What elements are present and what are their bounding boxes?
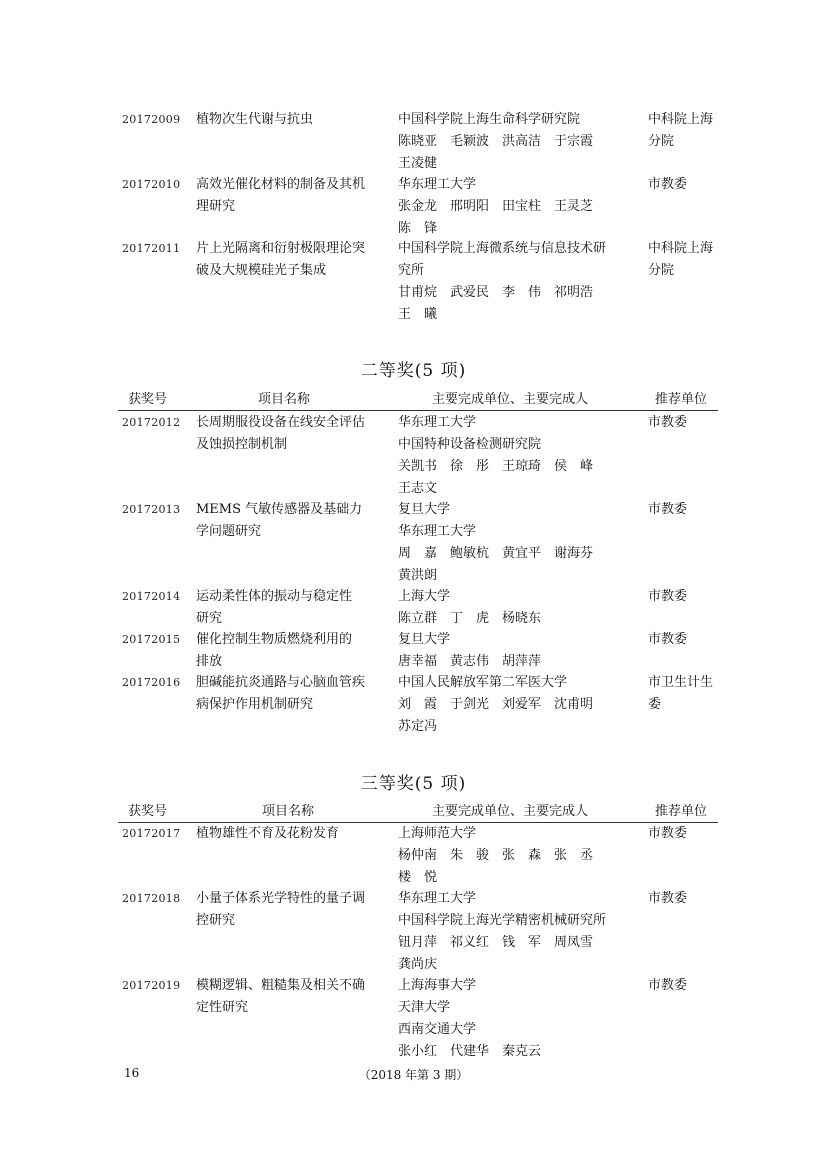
award-number: 20172012 — [122, 416, 181, 429]
recommender: 中科院上海 — [648, 241, 714, 256]
org-line: 上海海事大学 — [398, 978, 477, 993]
project-name: 研究 — [196, 611, 223, 626]
award-number: 20172009 — [122, 113, 181, 126]
issue-label: （2018 年第 3 期） — [358, 1068, 469, 1082]
org-line: 陈 锋 — [398, 221, 438, 236]
header-project-name: 项目名称 — [262, 804, 315, 819]
org-line: 关凯书 徐 彤 王琼琦 侯 峰 — [398, 459, 594, 474]
project-name: MEMS 气敏传感器及基础力 — [196, 502, 363, 517]
header-recommender: 推荐单位 — [655, 392, 708, 407]
org-line: 究所 — [398, 263, 425, 278]
recommender: 中科院上海 — [648, 112, 714, 127]
project-name: 小量子体系光学特性的量子调 — [196, 891, 366, 906]
header-org: 主要完成单位、主要完成人 — [432, 392, 589, 407]
page-number: 16 — [124, 1066, 140, 1080]
project-name: 胆碱能抗炎通路与心脑血管疾 — [196, 675, 366, 690]
project-name: 植物次生代谢与抗虫 — [196, 112, 314, 127]
org-line: 上海师范大学 — [398, 826, 477, 841]
recommender: 市教委 — [648, 632, 688, 647]
org-line: 西南交通大学 — [398, 1022, 477, 1037]
recommender: 市教委 — [648, 415, 688, 430]
header-org: 主要完成单位、主要完成人 — [432, 804, 589, 819]
org-line: 黄洪朗 — [398, 568, 438, 583]
org-line: 钮月萍 祁义红 钱 军 周凤雪 — [398, 935, 594, 950]
org-line: 刘 霞 于剑光 刘爱军 沈甫明 — [398, 697, 594, 712]
org-line: 华东理工大学 — [398, 177, 477, 192]
award-number: 20172013 — [122, 503, 181, 516]
org-line: 陈晓亚 毛颖波 洪高洁 于宗霞 — [398, 134, 594, 149]
project-name: 片上光隔离和衍射极限理论突 — [196, 241, 366, 256]
org-line: 张小红 代建华 秦克云 — [398, 1044, 542, 1059]
award-number: 20172011 — [122, 242, 181, 255]
header-project-name: 项目名称 — [258, 392, 311, 407]
award-number: 20172017 — [122, 827, 181, 840]
org-line: 陈立群 丁 虎 杨晓东 — [398, 611, 542, 626]
section-title: 二等奖(5 项) — [360, 361, 467, 381]
org-line: 复旦大学 — [398, 502, 451, 517]
org-line: 复旦大学 — [398, 632, 451, 647]
project-name: 控研究 — [196, 913, 236, 928]
award-number: 20172015 — [122, 633, 181, 646]
header-recommender: 推荐单位 — [655, 804, 708, 819]
project-name: 高效光催化材料的制备及其机 — [196, 177, 366, 192]
award-number: 20172010 — [122, 178, 181, 191]
award-number: 20172014 — [122, 590, 181, 603]
header-award-number: 获奖号 — [128, 804, 168, 819]
recommender: 市卫生计生 — [648, 675, 714, 690]
org-line: 中国科学院上海微系统与信息技术研 — [398, 241, 607, 256]
project-name: 催化控制生物质燃烧利用的 — [196, 632, 353, 647]
org-line: 苏定冯 — [398, 719, 438, 734]
project-name: 排放 — [196, 654, 223, 669]
project-name: 理研究 — [196, 199, 236, 214]
org-line: 甘甫烷 武爱民 李 伟 祁明浩 — [398, 285, 594, 300]
project-name: 学问题研究 — [196, 524, 262, 539]
org-line: 华东理工大学 — [398, 524, 477, 539]
recommender: 市教委 — [648, 589, 688, 604]
recommender: 分院 — [648, 263, 675, 278]
recommender: 市教委 — [648, 177, 688, 192]
project-name: 运动柔性体的振动与稳定性 — [196, 589, 353, 604]
org-line: 中国科学院上海光学精密机械研究所 — [398, 913, 607, 928]
org-line: 王志文 — [398, 481, 438, 496]
recommender: 分院 — [648, 134, 675, 149]
recommender: 市教委 — [648, 891, 688, 906]
header-award-number: 获奖号 — [128, 392, 168, 407]
org-line: 天津大学 — [398, 1000, 451, 1015]
org-line: 王 曦 — [398, 307, 438, 322]
recommender: 委 — [648, 697, 662, 712]
header-divider — [118, 410, 718, 411]
project-name: 及蚀损控制机制 — [196, 437, 288, 452]
section-title: 三等奖(5 项) — [360, 774, 467, 794]
org-line: 中国科学院上海生命科学研究院 — [398, 112, 581, 127]
org-line: 唐幸福 黄志伟 胡萍萍 — [398, 654, 542, 669]
org-line: 中国特种设备检测研究院 — [398, 437, 542, 452]
recommender: 市教委 — [648, 502, 688, 517]
recommender: 市教委 — [648, 826, 688, 841]
org-line: 华东理工大学 — [398, 415, 477, 430]
project-name: 模糊逻辑、粗糙集及相关不确 — [196, 978, 366, 993]
award-number: 20172018 — [122, 892, 181, 905]
award-number: 20172019 — [122, 979, 181, 992]
project-name: 植物雄性不育及花粉发育 — [196, 826, 340, 841]
org-line: 华东理工大学 — [398, 891, 477, 906]
org-line: 龚尚庆 — [398, 957, 438, 972]
org-line: 张金龙 邢明阳 田宝柱 王灵芝 — [398, 199, 594, 214]
org-line: 中国人民解放军第二军医大学 — [398, 675, 568, 690]
award-number: 20172016 — [122, 676, 181, 689]
org-line: 上海大学 — [398, 589, 451, 604]
project-name: 定性研究 — [196, 1000, 249, 1015]
org-line: 周 嘉 鲍敏杭 黄宜平 谢海芬 — [398, 546, 594, 561]
project-name: 破及大规模硅光子集成 — [196, 263, 327, 278]
org-line: 王凌健 — [398, 156, 438, 171]
recommender: 市教委 — [648, 978, 688, 993]
org-line: 楼 悦 — [398, 870, 438, 885]
org-line: 杨仲南 朱 骏 张 森 张 丞 — [398, 848, 594, 863]
project-name: 病保护作用机制研究 — [196, 697, 314, 712]
project-name: 长周期服役设备在线安全评估 — [196, 415, 366, 430]
